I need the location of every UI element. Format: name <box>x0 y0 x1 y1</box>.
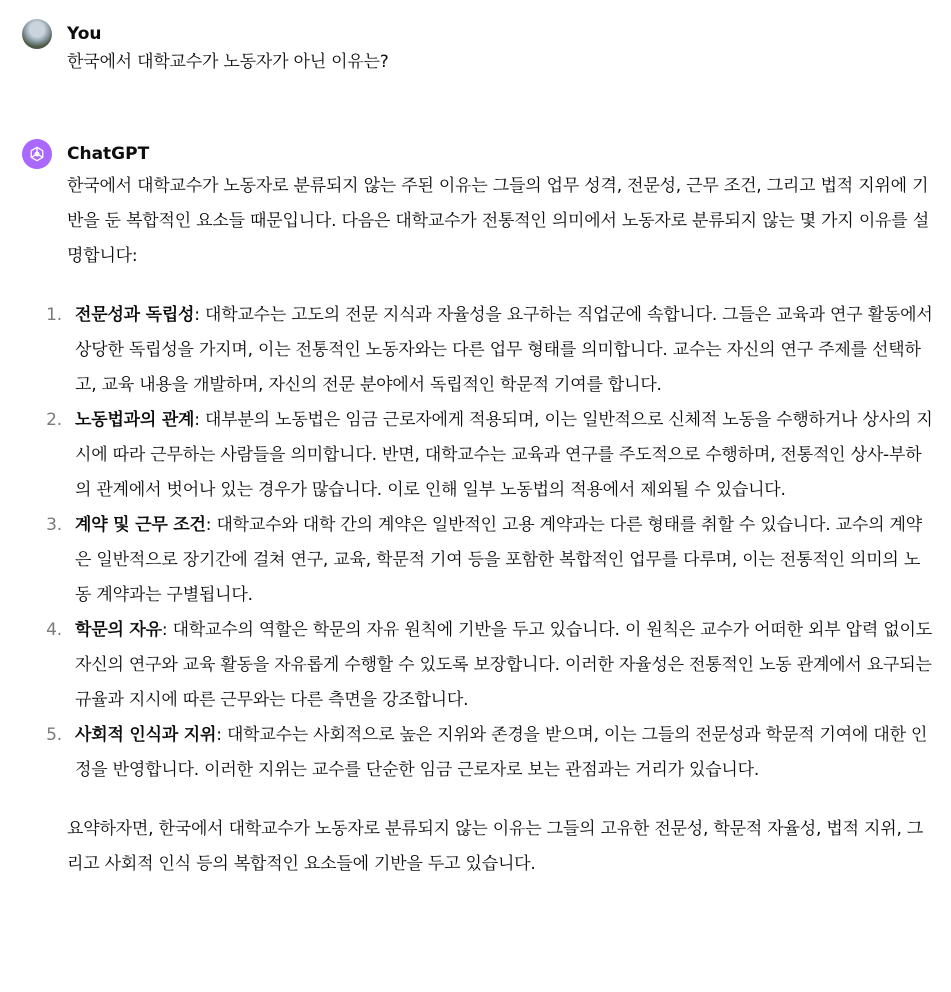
list-number: 4. <box>46 620 62 640</box>
list-item-text: : 대학교수와 대학 간의 계약은 일반적인 고용 계약과는 다른 형태를 취할 수 있습니다. 교수의 계약은 일반적으로 장기간에 걸쳐 연구, 교육, 학문적 기여 등을 포함한 복합적인 업무를 다루며, 이는 전통적인 의미의 노동 계약과는 구별됩니다. <box>75 515 922 605</box>
list-number: 1. <box>46 305 62 325</box>
list-item-title: 학문의 자유 <box>75 620 162 640</box>
list-number: 2. <box>46 410 62 430</box>
list-item-text: : 대학교수는 사회적으로 높은 지위와 존경을 받으며, 이는 그들의 전문성과 학문적 기여에 대한 인정을 반영합니다. 이러한 지위는 교수를 단순한 임금 근로자로 보는 관점과는 거리가 있습니다. <box>75 725 928 780</box>
list-number: 3. <box>46 515 62 535</box>
chatgpt-avatar <box>22 139 52 169</box>
list-item-title: 노동법과의 관계 <box>75 410 195 430</box>
list-item <box>46 298 933 403</box>
list-item-title: 계약 및 근무 조건 <box>75 515 206 535</box>
user-message-text: 한국에서 대학교수가 노동자가 아닌 이유는? <box>67 52 389 72</box>
list-item <box>46 613 933 718</box>
list-item-text: : 대학교수의 역할은 학문의 자유 원칙에 기반을 두고 있습니다. 이 원칙은 교수가 어떠한 외부 압력 없이도 자신의 연구와 교육 활동을 자유롭게 수행할 수 있도록 보장합니다. 이러한 자율성은 전통적인 노동 관계에서 요구되는 규율과 지시에 따른 근무와는 다른 측면을 강조합니다. <box>75 620 932 710</box>
list-item <box>46 718 933 788</box>
response-summary: 요약하자면, 한국에서 대학교수가 노동자로 분류되지 않는 이유는 그들의 고유한 전문성, 학문적 자율성, 법적 지위, 그리고 사회적 인식 등의 복합적인 요소들에 기반을 두고 있습니다. <box>67 819 924 874</box>
list-item-title: 사회적 인식과 지위 <box>75 725 217 745</box>
user-avatar <box>22 19 52 49</box>
user-name: You <box>67 24 102 44</box>
list-item-text: : 대부분의 노동법은 임금 근로자에게 적용되며, 이는 일반적으로 신체적 노동을 수행하거나 상사의 지시에 따라 근무하는 사람들을 의미합니다. 반면, 대학교수는 교육과 연구를 주도적으로 수행하며, 전통적인 상사-부하의 관계에서 벗어나 있는 경우가 많습니다. 이로 인해 일부 노동법의 적용에서 제외될 수 있습니다. <box>75 410 933 500</box>
list-item-text: : 대학교수는 고도의 전문 지식과 자율성을 요구하는 직업군에 속합니다. 그들은 교육과 연구 활동에서 상당한 독립성을 가지며, 이는 전통적인 노동자와는 다른 업무 형태를 의미합니다. 교수는 자신의 연구 주제를 선택하고, 교육 내용을 개발하며, 자신의 전문 분야에서 독립적인 학문적 기여를 합니다. <box>75 305 933 395</box>
list-item <box>46 403 933 508</box>
response-intro: 한국에서 대학교수가 노동자로 분류되지 않는 주된 이유는 그들의 업무 성격, 전문성, 근무 조건, 그리고 법적 지위에 기반을 둔 복합적인 요소들 때문입니다. 다음은 대학교수가 전통적인 의미에서 노동자로 분류되지 않는 몇 가지 이유를 설명합니다: <box>67 176 929 266</box>
reasons-list <box>46 298 933 788</box>
assistant-response <box>46 169 933 882</box>
list-item-title: 전문성과 독립성 <box>75 305 195 325</box>
openai-logo-icon <box>27 144 47 164</box>
list-number: 5. <box>46 725 62 745</box>
assistant-name: ChatGPT <box>67 144 150 164</box>
list-item <box>46 508 933 613</box>
